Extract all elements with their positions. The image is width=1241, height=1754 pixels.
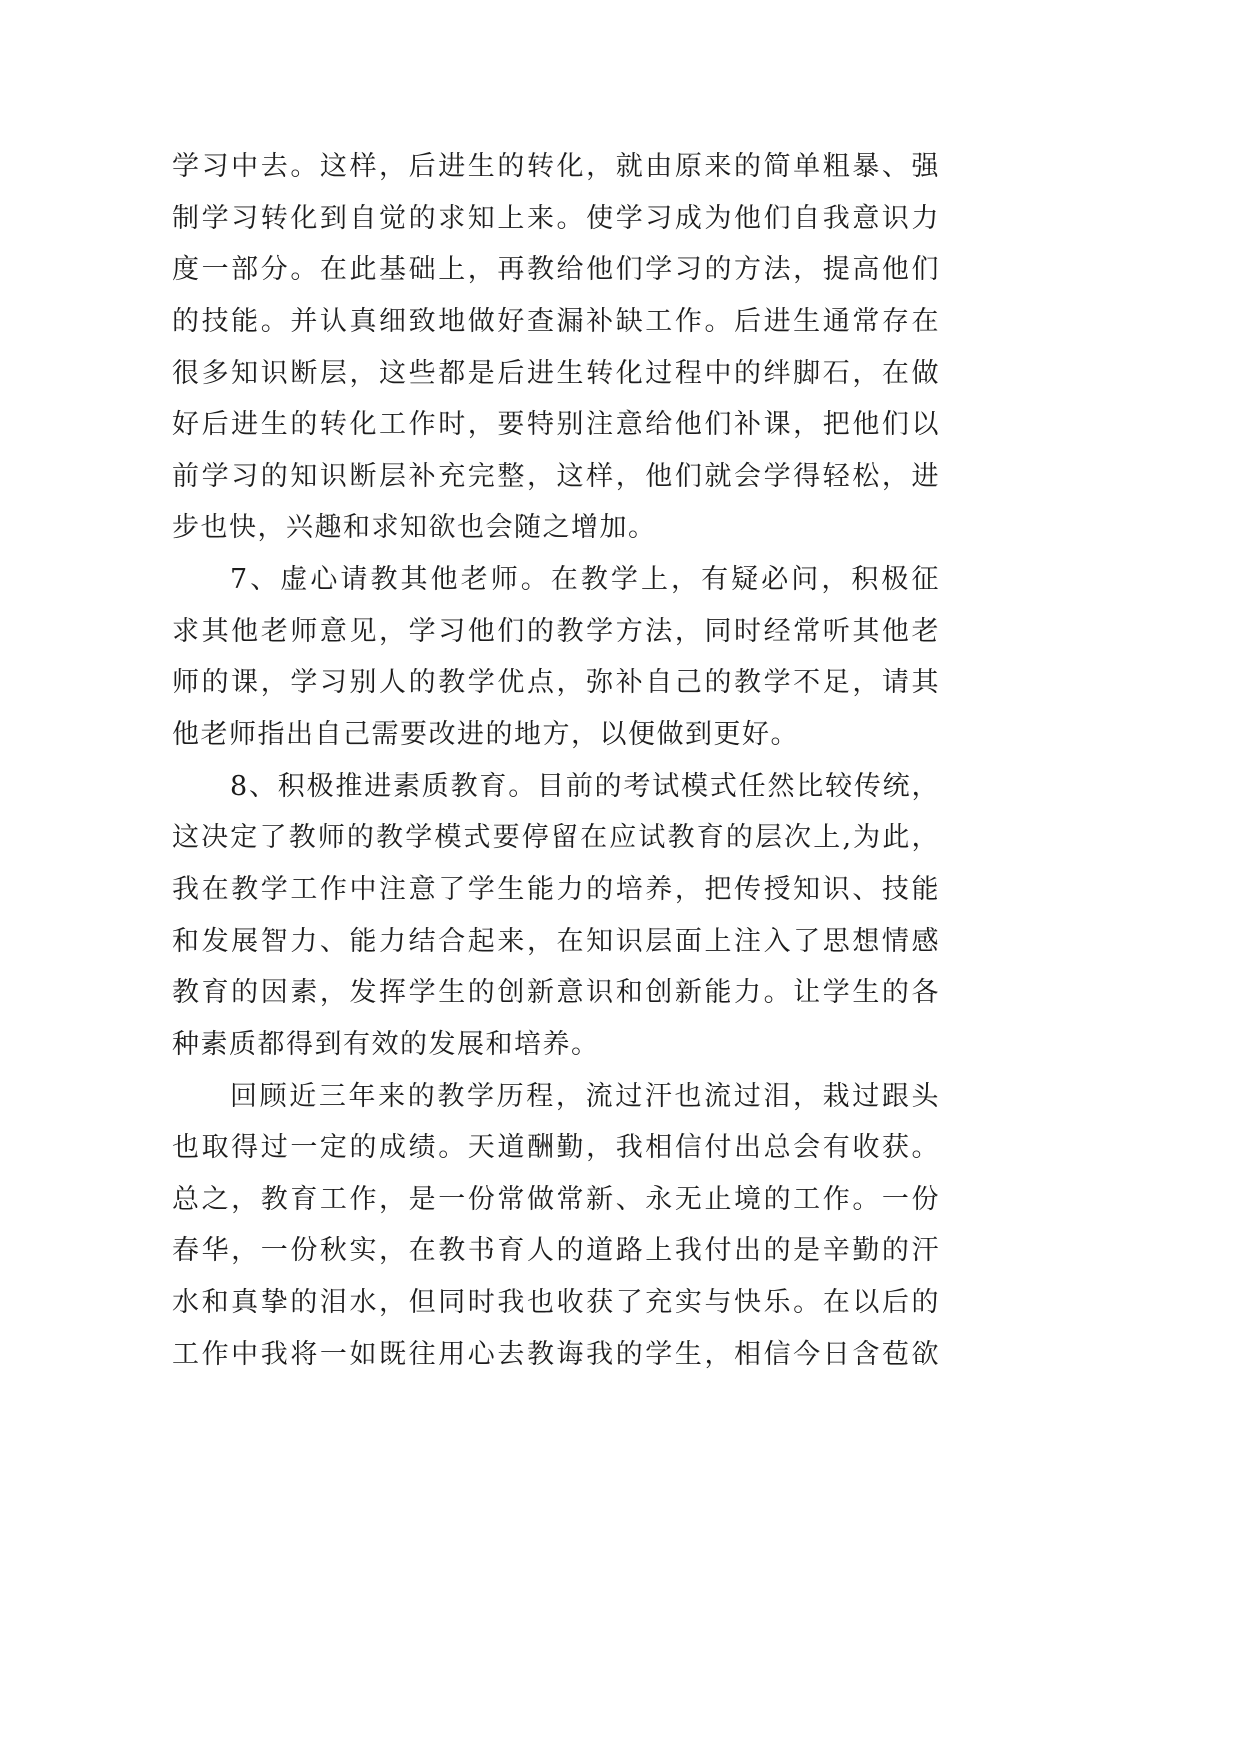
body-text-line: 回顾近三年来的教学历程，流过汗也流过泪，栽过跟头 — [230, 1080, 940, 1112]
body-text-line: 我在教学工作中注意了学生能力的培养，把传授知识、技能 — [172, 873, 940, 905]
paragraph-underachiever-conversion — [172, 141, 940, 554]
document-body — [172, 141, 940, 1380]
body-text-line: 7、虚心请教其他老师。在教学上，有疑必问，积极征 — [230, 564, 940, 596]
body-text-line: 他老师指出自己需要改进的地方，以便做到更好。 — [172, 719, 799, 751]
body-text-line: 也取得过一定的成绩。天道酬勤，我相信付出总会有收获。 — [172, 1132, 940, 1164]
body-text-line: 学习中去。这样，后进生的转化，就由原来的简单粗暴、强 — [172, 151, 940, 182]
body-text-line: 这决定了教师的教学模式要停留在应试教育的层次上,为此， — [172, 822, 940, 854]
paragraph-item-8 — [172, 761, 940, 1071]
body-text-line: 求其他老师意见，学习他们的教学方法，同时经常听其他老 — [172, 615, 940, 647]
body-text-line: 工作中我将一如既往用心去教诲我的学生，相信今日含苞欲 — [172, 1338, 940, 1370]
body-text-line: 种素质都得到有效的发展和培养。 — [172, 1028, 600, 1060]
body-text-line: 很多知识断层，这些都是后进生转化过程中的绊脚石，在做 — [172, 357, 940, 389]
body-text-line: 步也快，兴趣和求知欲也会随之增加。 — [172, 512, 657, 544]
body-text-line: 8、积极推进素质教育。目前的考试模式任然比较传统， — [230, 770, 940, 802]
body-text-line: 度一部分。在此基础上，再教给他们学习的方法，提高他们 — [172, 254, 940, 286]
body-text-line: 的技能。并认真细致地做好查漏补缺工作。后进生通常存在 — [172, 305, 940, 337]
body-text-line: 总之，教育工作，是一份常做常新、永无止境的工作。一份 — [172, 1183, 940, 1215]
body-text-line: 制学习转化到自觉的求知上来。使学习成为他们自我意识力 — [172, 202, 940, 234]
body-text-line: 师的课，学习别人的教学优点，弥补自己的教学不足，请其 — [172, 667, 940, 699]
body-text-line: 和发展智力、能力结合起来，在知识层面上注入了思想情感 — [172, 925, 940, 957]
body-text-line: 前学习的知识断层补充完整，这样，他们就会学得轻松，进 — [172, 460, 940, 492]
body-text-line: 教育的因素，发挥学生的创新意识和创新能力。让学生的各 — [172, 977, 940, 1009]
body-text-line: 水和真挚的泪水，但同时我也收获了充实与快乐。在以后的 — [172, 1287, 940, 1319]
body-text-line: 春华，一份秋实，在教书育人的道路上我付出的是辛勤的汗 — [172, 1235, 940, 1267]
paragraph-conclusion — [172, 1071, 940, 1381]
paragraph-item-7 — [172, 554, 940, 761]
body-text-line: 好后进生的转化工作时，要特别注意给他们补课，把他们以 — [172, 409, 940, 441]
